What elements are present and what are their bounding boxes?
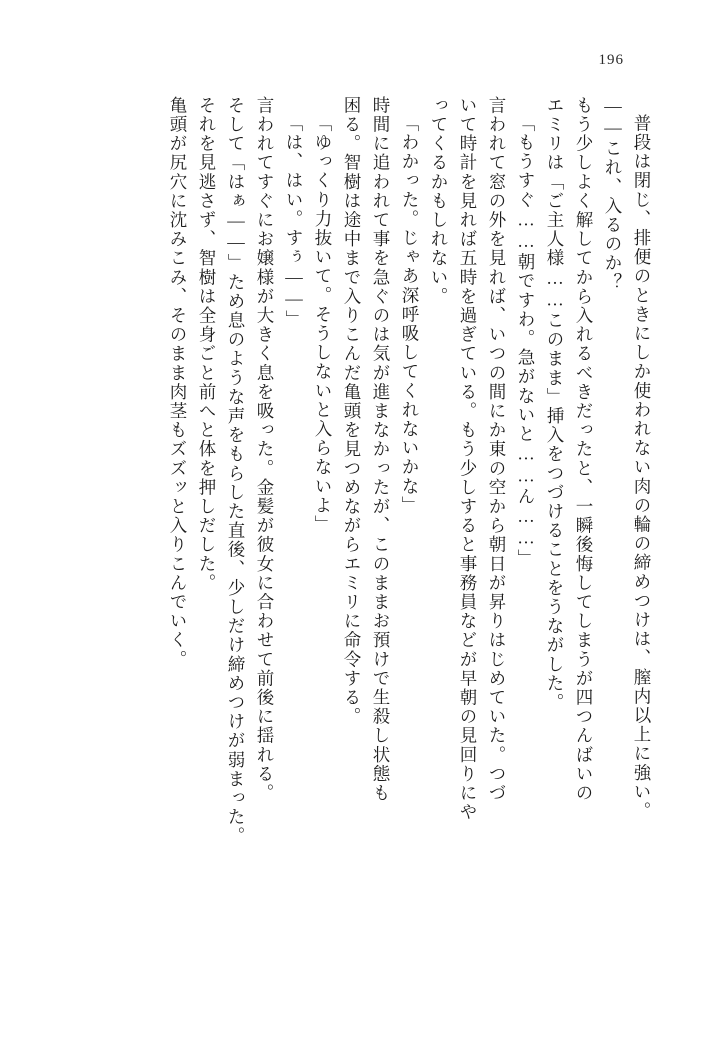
text-line: 時間に追われて事を急ぐのは気が進まなかったが、このままお預けで生殺し状態も xyxy=(371,96,391,803)
text-line: 言われて窓の外を見れば、いつの間にか東の空から朝日が昇りはじめていた。つづ xyxy=(487,96,507,803)
text-line: 言われてすぐにお嬢様が大きく息を吸った。金髪が彼女に合わせて前後に揺れる。 xyxy=(255,96,275,803)
text-line: 「わかった。じゃあ深呼吸してくれないかな」 xyxy=(400,114,420,516)
text-line: 「ゆっくり力抜いて。そうしないと入らないよ」 xyxy=(313,114,333,535)
text-line: 普段は閉じ、排便のときにしか使われない肉の輪の締めつけは、膣内以上に強い。 xyxy=(632,114,652,821)
text-line: 亀頭が尻穴に沈みこみ、そのまま肉茎もズズッと入りこんでいく。 xyxy=(168,96,188,669)
text-line: もう少しよく解してから入れるべきだったと、一瞬後悔してしまうが四つんばいの xyxy=(574,96,594,803)
page-text-body xyxy=(56,96,656,986)
text-line: ってくるかもしれない。 xyxy=(429,96,449,307)
text-line: 「もうすぐ……朝ですわ。急がないと……ん……」 xyxy=(516,114,536,569)
text-line: エミリは「ご主人様……このまま」挿入をつづけることをうながした。 xyxy=(545,96,565,713)
text-line: いて時計を見れば五時を過ぎている。もう少しすると事務員などが早朝の見回りにや xyxy=(458,96,478,822)
page-number: 196 xyxy=(598,52,624,68)
text-line: 困る。智樹は途中まで入りこんだ亀頭を見つめながらエミリに命令する。 xyxy=(342,96,362,727)
text-line: ——これ、入るのか？ xyxy=(603,96,623,292)
text-line: 「は、はい。すぅ——」 xyxy=(284,114,304,330)
text-line: そして「はぁ——」ため息のような声をもらした直後、少しだけ締めつけが弱まった。 xyxy=(226,96,246,846)
text-line: それを見逃さず、智樹は全身ごと前へと体を押しだした。 xyxy=(197,96,217,593)
